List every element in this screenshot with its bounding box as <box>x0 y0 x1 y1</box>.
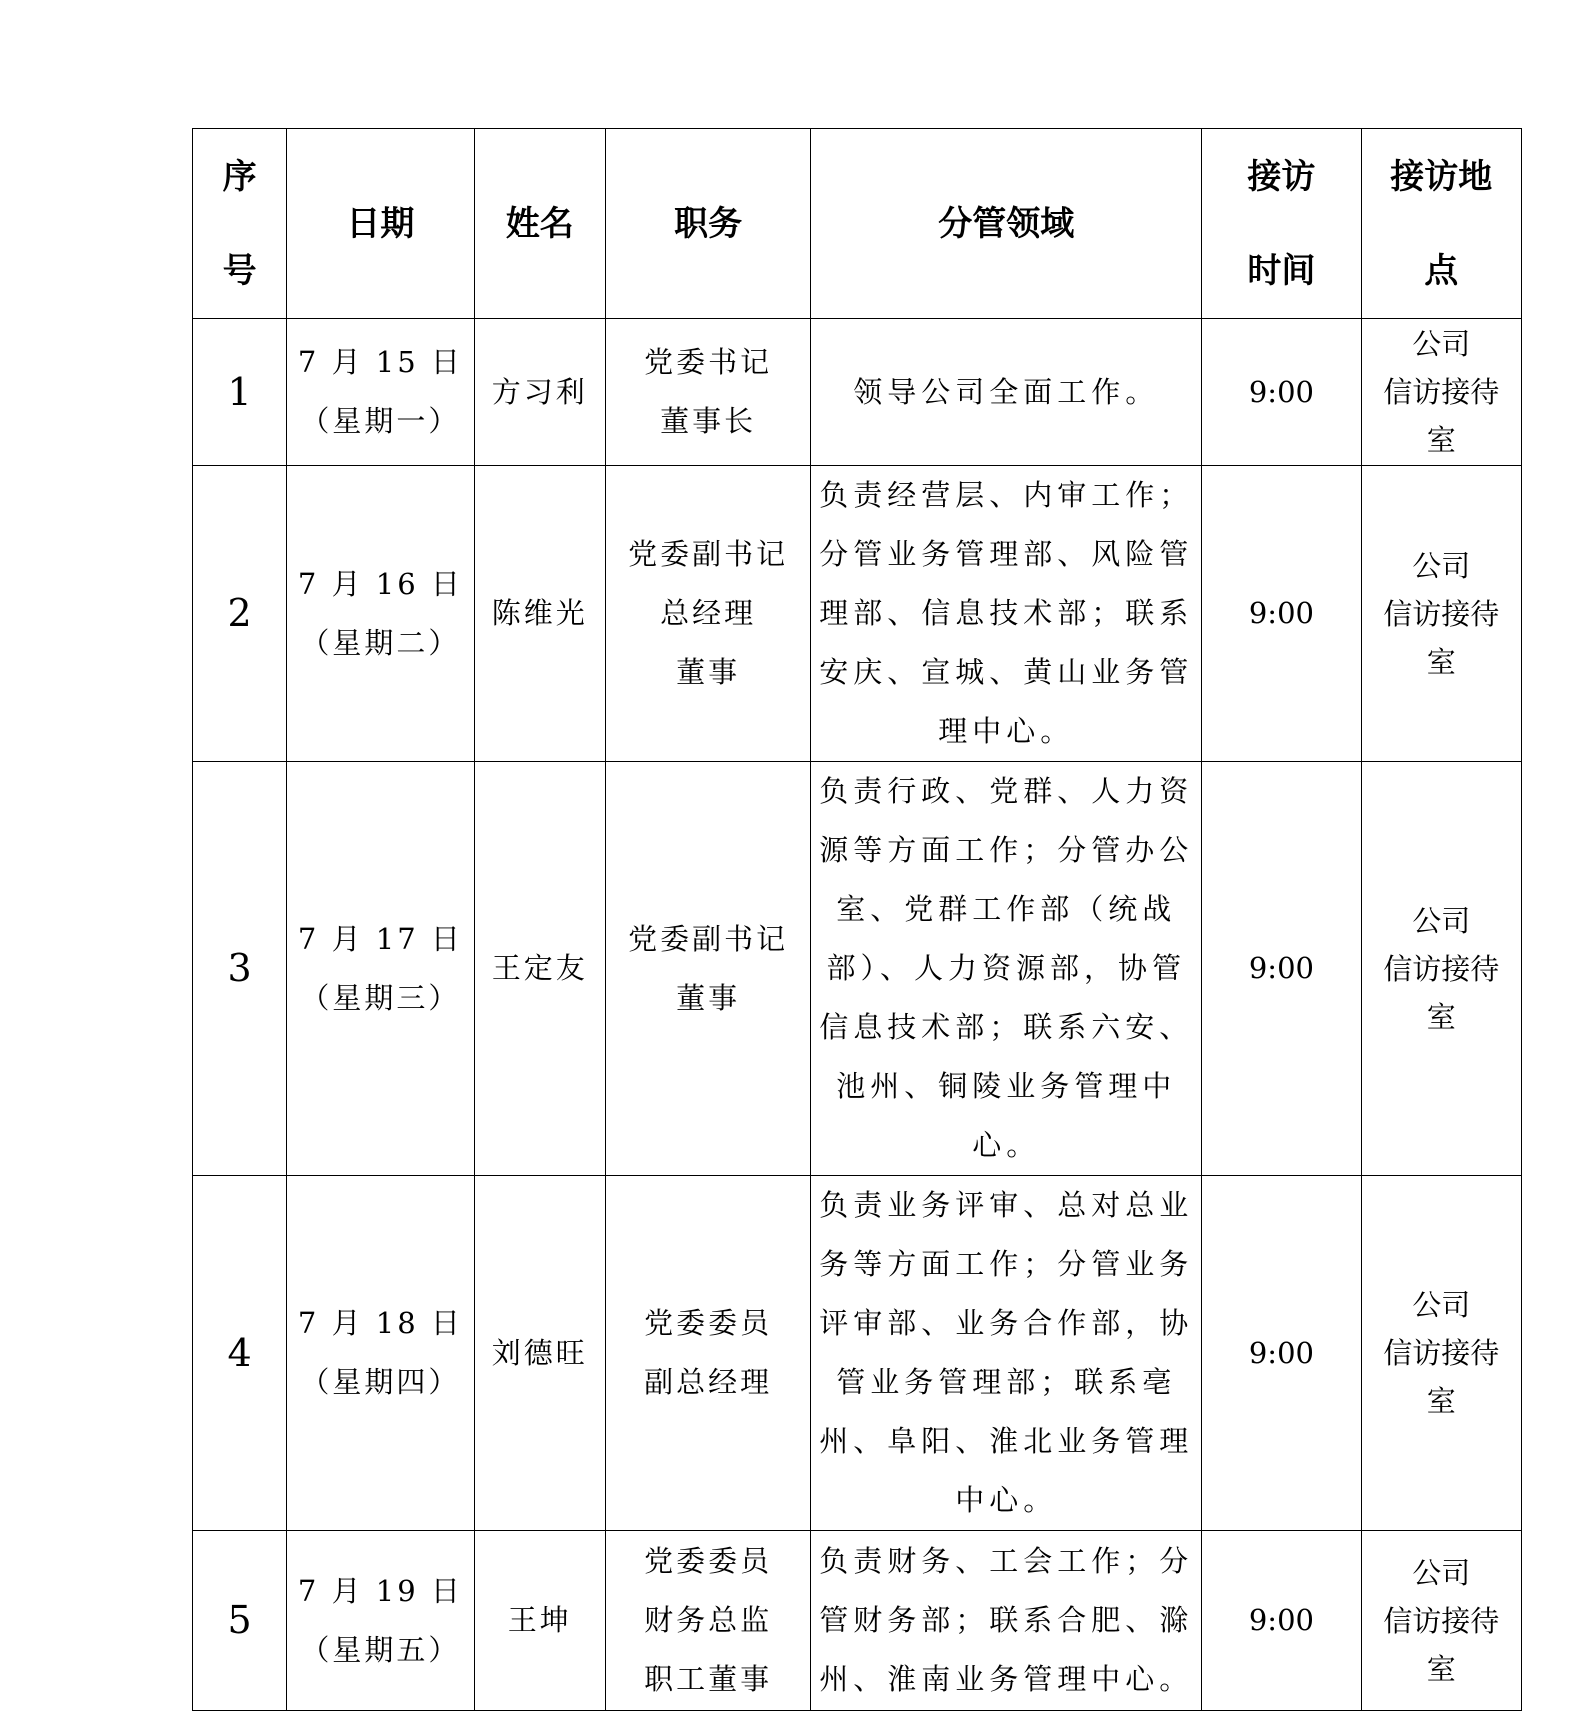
date-day: 7 月 17 日 <box>297 921 463 956</box>
location-line: 信访接待 <box>1383 951 1500 986</box>
position-line: 董事 <box>676 655 741 689</box>
position-line: 党委副书记 <box>628 921 789 956</box>
date-day: 7 月 18 日 <box>297 1306 463 1340</box>
cell-name: 陈维光 <box>474 466 605 762</box>
position-line: 党委副书记 <box>628 537 789 571</box>
header-seq <box>193 129 287 319</box>
cell-position <box>605 762 810 1176</box>
location-line: 公司 <box>1412 548 1471 583</box>
location-line: 信访接待 <box>1383 596 1500 631</box>
position-line: 副总经理 <box>644 1365 773 1399</box>
cell-time: 9:00 <box>1202 762 1361 1176</box>
cell-seq: 3 <box>193 762 287 1176</box>
location-line: 室 <box>1426 1651 1456 1686</box>
cell-time: 9:00 <box>1202 1176 1361 1531</box>
cell-name: 王坤 <box>474 1531 605 1711</box>
location-line: 室 <box>1426 644 1456 679</box>
position-line: 董事 <box>676 980 741 1015</box>
location-line: 公司 <box>1412 327 1471 361</box>
position-line: 职工董事 <box>644 1662 773 1696</box>
location-line: 室 <box>1426 999 1456 1034</box>
table-row <box>193 762 1522 1176</box>
location-line: 室 <box>1426 1384 1456 1418</box>
cell-location <box>1361 319 1521 466</box>
header-time <box>1202 129 1361 319</box>
cell-area: 负责业务评审、总对总业务等方面工作；分管业务评审部、业务合作部，协管业务管理部；联系亳州、阜阳、淮北业务管理中心。 <box>811 1176 1202 1531</box>
cell-location <box>1361 466 1521 762</box>
date-weekday: （星期三） <box>300 980 461 1015</box>
cell-date <box>287 319 474 466</box>
cell-area: 负责行政、党群、人力资源等方面工作；分管办公室、党群工作部（统战部）、人力资源部，协管信息技术部；联系六安、池州、铜陵业务管理中心。 <box>811 762 1202 1176</box>
location-line: 公司 <box>1412 1288 1471 1322</box>
cell-location <box>1361 1176 1521 1531</box>
cell-date <box>287 1176 474 1531</box>
position-line: 党委委员 <box>644 1306 773 1340</box>
cell-position <box>605 319 810 466</box>
cell-position <box>605 1531 810 1711</box>
header-seq-line-2: 号 <box>222 250 257 291</box>
header-seq-line-1: 序 <box>222 156 257 197</box>
date-weekday: （星期五） <box>300 1632 461 1667</box>
location-line: 信访接待 <box>1383 375 1500 409</box>
table-row <box>193 1531 1522 1711</box>
cell-time: 9:00 <box>1202 466 1361 762</box>
header-time-line-1: 接访 <box>1247 156 1316 197</box>
table-header-row <box>193 129 1522 319</box>
cell-area: 领导公司全面工作。 <box>811 319 1202 466</box>
cell-name: 刘德旺 <box>474 1176 605 1531</box>
header-location <box>1361 129 1521 319</box>
date-weekday: （星期二） <box>300 625 461 660</box>
cell-date <box>287 1531 474 1711</box>
position-line: 董事长 <box>660 404 757 438</box>
position-line: 党委委员 <box>644 1544 773 1578</box>
header-location-line-1: 接访地 <box>1390 156 1493 197</box>
position-line: 总经理 <box>660 596 757 630</box>
table-row <box>193 1176 1522 1531</box>
position-line: 财务总监 <box>644 1603 773 1637</box>
table-row <box>193 466 1522 762</box>
reception-schedule-table <box>192 128 1522 1711</box>
header-date: 日期 <box>287 129 474 319</box>
location-line: 信访接待 <box>1383 1336 1500 1370</box>
table-row <box>193 319 1522 466</box>
date-weekday: （星期四） <box>300 1365 461 1399</box>
position-line: 党委书记 <box>644 345 773 379</box>
header-name: 姓名 <box>474 129 605 319</box>
location-line: 信访接待 <box>1383 1603 1500 1638</box>
cell-seq: 4 <box>193 1176 287 1531</box>
cell-seq: 1 <box>193 319 287 466</box>
cell-location <box>1361 1531 1521 1711</box>
location-line: 室 <box>1426 423 1456 457</box>
cell-date <box>287 466 474 762</box>
header-time-line-2: 时间 <box>1247 250 1316 291</box>
date-day: 7 月 19 日 <box>297 1573 463 1608</box>
location-line: 公司 <box>1412 903 1471 938</box>
header-position: 职务 <box>605 129 810 319</box>
date-day: 7 月 16 日 <box>297 566 463 601</box>
location-line: 公司 <box>1412 1555 1471 1590</box>
cell-seq: 5 <box>193 1531 287 1711</box>
cell-position <box>605 466 810 762</box>
date-weekday: （星期一） <box>300 404 461 438</box>
cell-name: 方习利 <box>474 319 605 466</box>
cell-position <box>605 1176 810 1531</box>
cell-date <box>287 762 474 1176</box>
header-area: 分管领域 <box>811 129 1202 319</box>
cell-area: 负责财务、工会工作；分管财务部；联系合肥、滁州、淮南业务管理中心。 <box>811 1531 1202 1711</box>
cell-seq: 2 <box>193 466 287 762</box>
cell-time: 9:00 <box>1202 1531 1361 1711</box>
cell-time: 9:00 <box>1202 319 1361 466</box>
header-location-line-2: 点 <box>1424 250 1459 291</box>
cell-area: 负责经营层、内审工作；分管业务管理部、风险管理部、信息技术部；联系安庆、宣城、黄山业务管理中心。 <box>811 466 1202 762</box>
date-day: 7 月 15 日 <box>297 345 463 379</box>
cell-name: 王定友 <box>474 762 605 1176</box>
cell-location <box>1361 762 1521 1176</box>
